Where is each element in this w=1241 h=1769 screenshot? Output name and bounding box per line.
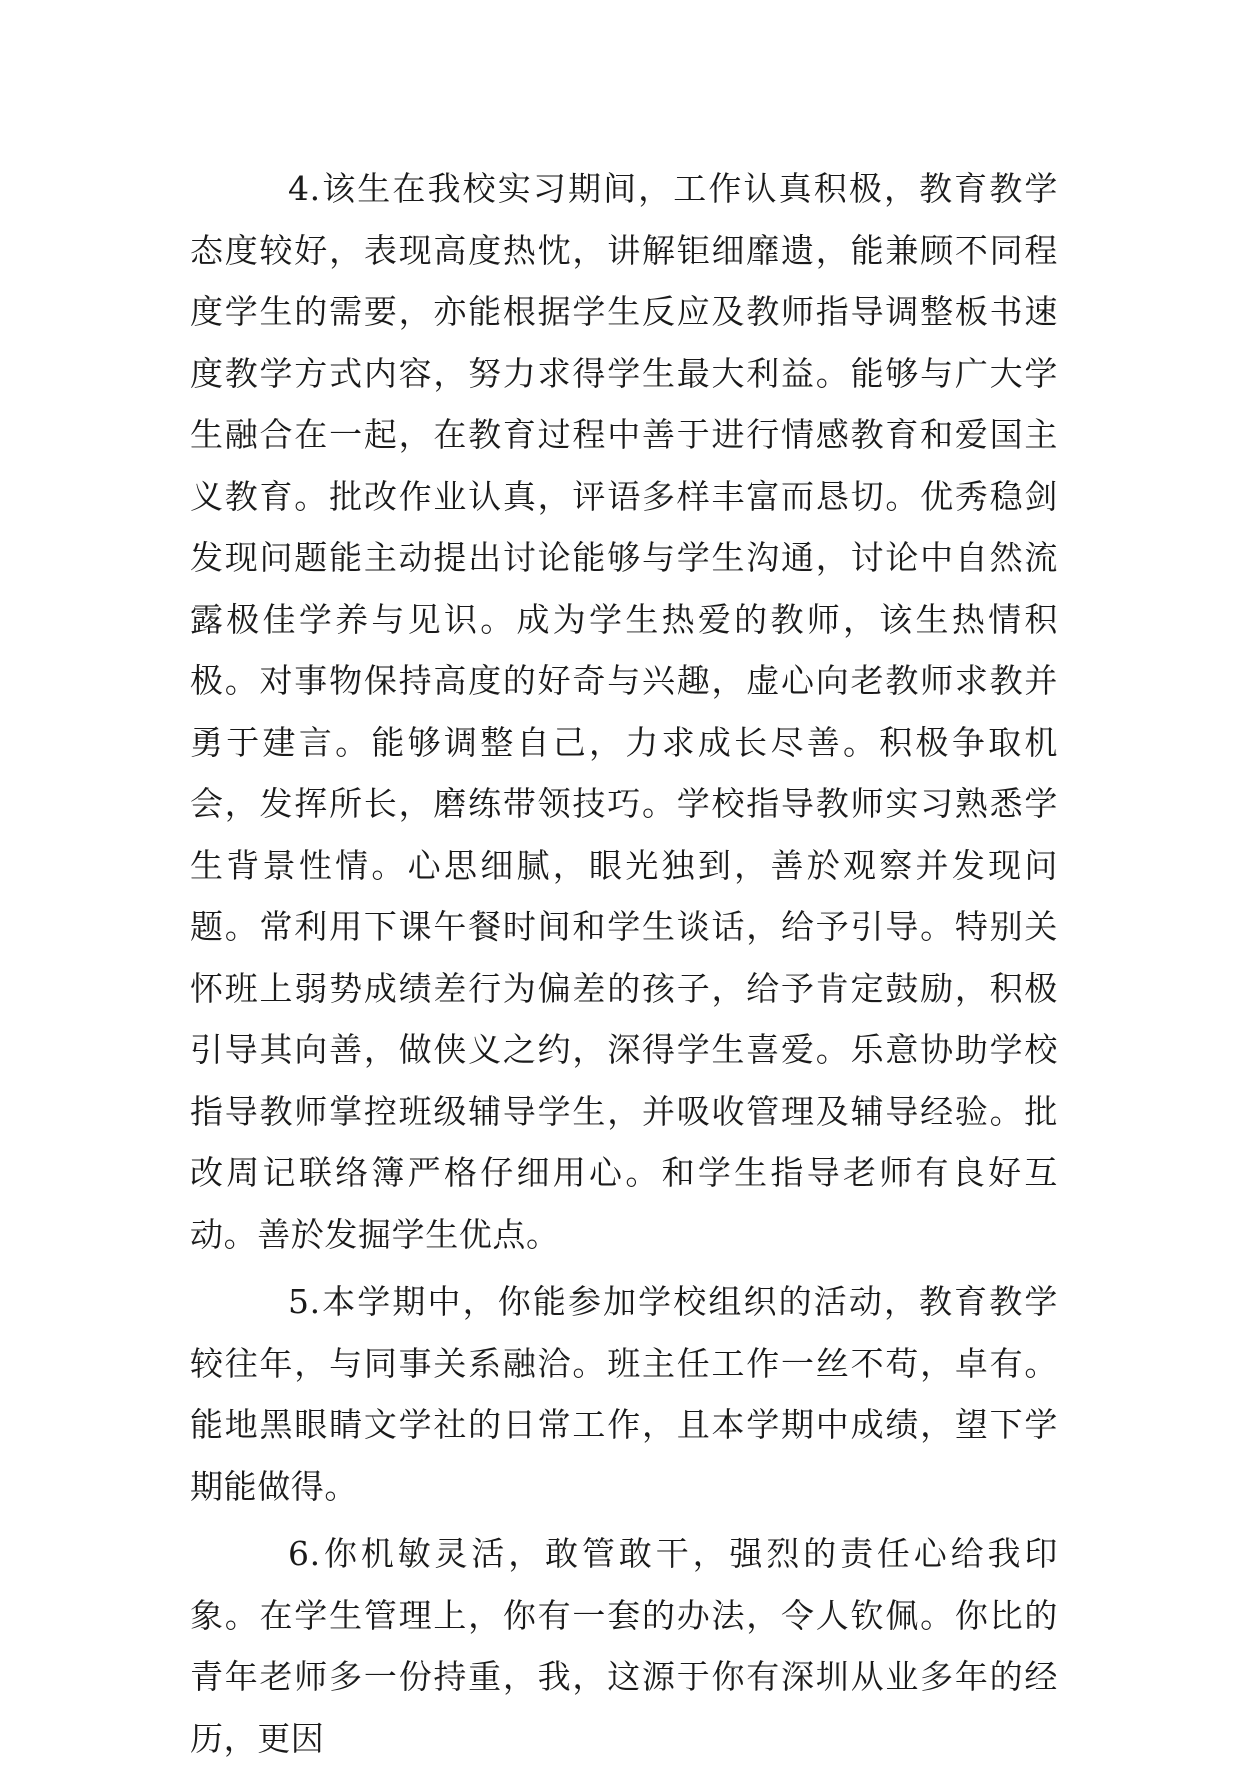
paragraph-5: 5.本学期中，你能参加学校组织的活动，教育教学较往年，与同事关系融洽。班主任工作一丝不苟，卓有。能地黑眼睛文学社的日常工作，且本学期中成绩，望下学期能做得。 bbox=[190, 1282, 1058, 1506]
paragraph-4: 4.该生在我校实习期间，工作认真积极，教育教学态度较好，表现高度热忱，讲解钜细靡遗，能兼顾不同程度学生的需要，亦能根据学生反应及教师指导调整板书速度教学方式内容，努力求得学生最大利益。能够与广大学生融合在一起，在教育过程中善于进行情感教育和爱国主义教育。批改作业认真，评语多样丰富而恳切。优秀稳剑发现问题能主动提出讨论能够与学生沟通，讨论中自然流露极佳学养与见识。成为学生热爱的教师，该生热情积极。对事物保持高度的好奇与兴趣，虚心向老教师求教并勇于建言。能够调整自己，力求成长尽善。积极争取机会，发挥所长，磨练带领技巧。学校指导教师实习熟悉学生背景性情。心思细腻，眼光独到，善於观察并发现问题。常利用下课午餐时间和学生谈话，给予引导。特别关怀班上弱势成绩差行为偏差的孩子，给予肯定鼓励，积极引导其向善，做侠义之约，深得学生喜爱。乐意协助学校指导教师掌控班级辅导学生，并吸收管理及辅导经验。批改周记联络簿严格仔细用心。和学生指导老师有良好互动。善於发掘学生优点。 bbox=[190, 169, 1058, 1254]
paragraph-6: 6.你机敏灵活，敢管敢干，强烈的责任心给我印象。在学生管理上，你有一套的办法，令人钦佩。你比的青年老师多一份持重，我，这源于你有深圳从业多年的经历，更因 bbox=[190, 1534, 1058, 1758]
document-page bbox=[190, 158, 1058, 1769]
